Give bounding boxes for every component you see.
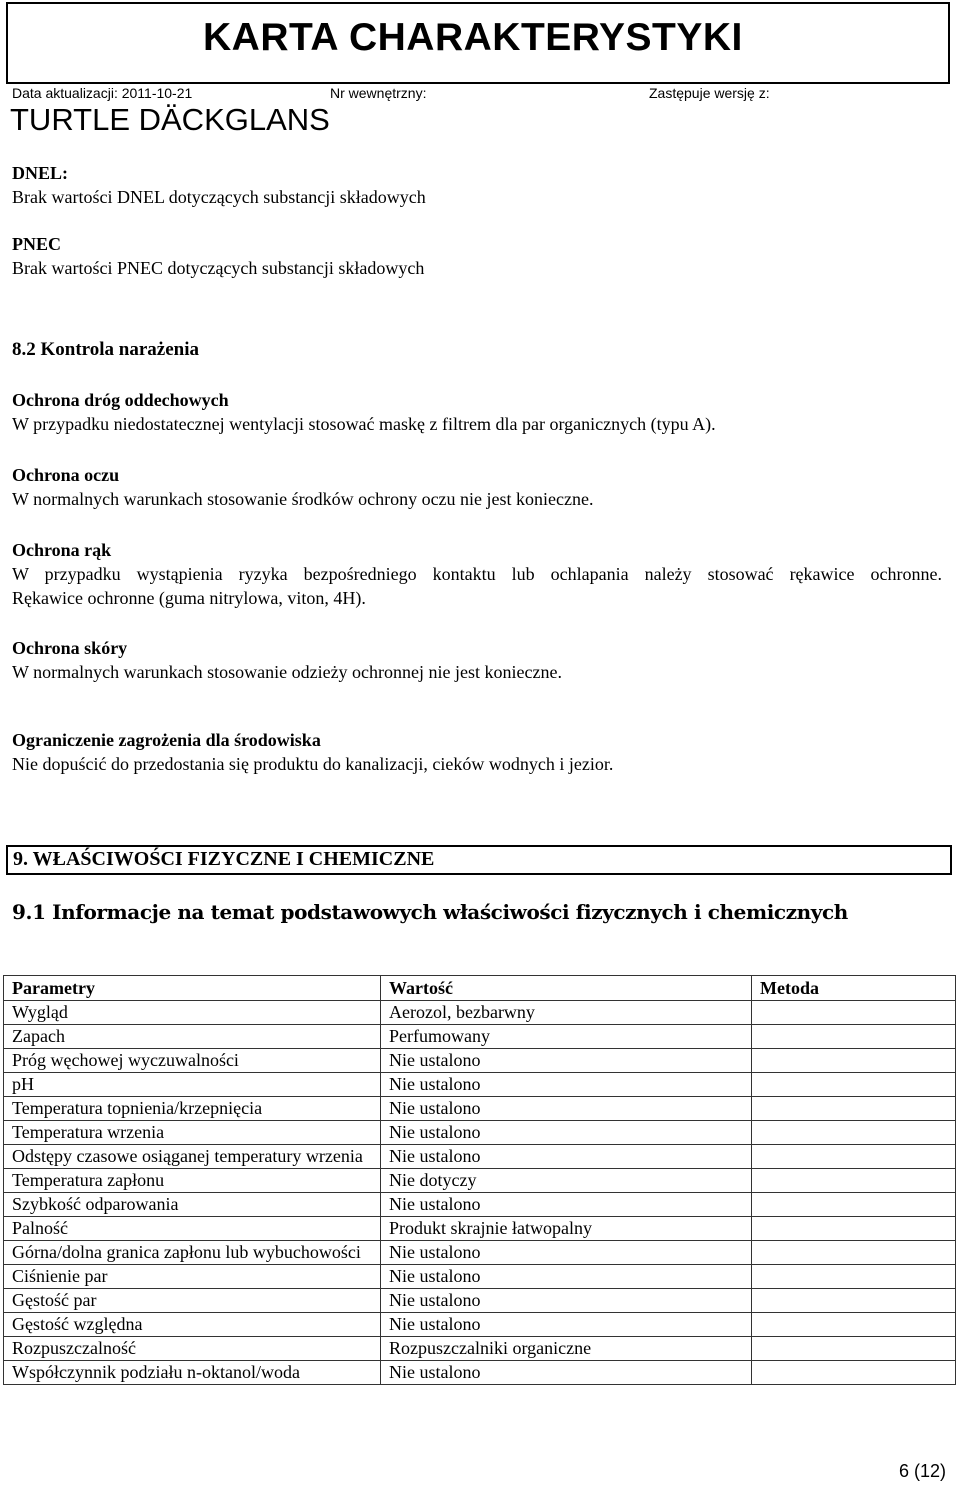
value-cell: Nie ustalono: [381, 1097, 752, 1121]
parameter-cell: Temperatura wrzenia: [4, 1121, 381, 1145]
table-row: [4, 1145, 956, 1169]
update-date: Data aktualizacji: 2011-10-21: [12, 85, 193, 101]
value-cell: Nie ustalono: [381, 1193, 752, 1217]
method-cell: [752, 1241, 956, 1265]
parameter-cell: Górna/dolna granica zapłonu lub wybuchowości: [4, 1241, 381, 1265]
table-row: [4, 1193, 956, 1217]
table-row: [4, 1361, 956, 1385]
physical-properties-table: [3, 975, 956, 1385]
parameter-cell: Odstępy czasowe osiąganej temperatury wrzenia: [4, 1145, 381, 1169]
dnel-heading: DNEL:: [12, 163, 69, 183]
value-cell: Nie ustalono: [381, 1313, 752, 1337]
environment-text: Nie dopuścić do przedostania się produktu do kanalizacji, cieków wodnych i jezior.: [12, 754, 614, 774]
method-cell: [752, 1361, 956, 1385]
eye-protection-text: W normalnych warunkach stosowanie środków ochrony oczu nie jest konieczne.: [12, 489, 594, 509]
skin-protection-text: W normalnych warunkach stosowanie odzieży ochronnej nie jest konieczne.: [12, 662, 562, 682]
value-cell: Nie ustalono: [381, 1289, 752, 1313]
value-cell: Produkt skrajnie łatwopalny: [381, 1217, 752, 1241]
parameter-cell: Współczynnik podziału n-oktanol/woda: [4, 1361, 381, 1385]
parameter-cell: Rozpuszczalność: [4, 1337, 381, 1361]
table-row: [4, 1217, 956, 1241]
value-cell: Nie ustalono: [381, 1049, 752, 1073]
value-cell: Rozpuszczalniki organiczne: [381, 1337, 752, 1361]
hand-protection-heading: Ochrona rąk: [12, 540, 112, 560]
method-cell: [752, 1265, 956, 1289]
dnel-text: Brak wartości DNEL dotyczących substancji składowych: [12, 187, 426, 207]
skin-protection-heading: Ochrona skóry: [12, 638, 128, 658]
parameter-cell: Zapach: [4, 1025, 381, 1049]
respiratory-heading: Ochrona dróg oddechowych: [12, 390, 229, 410]
table-row: [4, 1289, 956, 1313]
value-cell: Aerozol, bezbarwny: [381, 1001, 752, 1025]
internal-number-label: Nr wewnętrzny:: [330, 85, 427, 101]
section-9-1-heading: 9.1 Informacje na temat podstawowych właściwości fizycznych i chemicznych: [12, 900, 848, 924]
table-row: [4, 1097, 956, 1121]
method-cell: [752, 1217, 956, 1241]
table-row: [4, 1049, 956, 1073]
method-cell: [752, 1121, 956, 1145]
parameter-cell: Palność: [4, 1217, 381, 1241]
table-row: [4, 1001, 956, 1025]
parameter-cell: Ciśnienie par: [4, 1265, 381, 1289]
value-cell: Nie ustalono: [381, 1121, 752, 1145]
pnec-heading: PNEC: [12, 234, 61, 254]
page-number: 6 (12): [898, 1461, 946, 1481]
respiratory-text: W przypadku niedostatecznej wentylacji stosować maskę z filtrem dla par organicznych (typu A).: [12, 414, 716, 434]
value-cell: Nie ustalono: [381, 1073, 752, 1097]
column-header-value: Wartość: [381, 976, 752, 1001]
parameter-cell: Próg węchowej wyczuwalności: [4, 1049, 381, 1073]
parameter-cell: Temperatura zapłonu: [4, 1169, 381, 1193]
table-row: [4, 1025, 956, 1049]
parameter-cell: pH: [4, 1073, 381, 1097]
method-cell: [752, 1025, 956, 1049]
parameter-cell: Szybkość odparowania: [4, 1193, 381, 1217]
section-9-heading: 9. WŁAŚCIWOŚCI FIZYCZNE I CHEMICZNE: [13, 848, 435, 870]
method-cell: [752, 1193, 956, 1217]
value-cell: Nie ustalono: [381, 1361, 752, 1385]
value-cell: Perfumowany: [381, 1025, 752, 1049]
method-cell: [752, 1001, 956, 1025]
section-9-box: [6, 845, 952, 875]
section-8-2-heading: 8.2 Kontrola narażenia: [12, 339, 200, 360]
table-row: [4, 1265, 956, 1289]
table-row: [4, 1241, 956, 1265]
method-cell: [752, 1337, 956, 1361]
method-cell: [752, 1313, 956, 1337]
hand-protection-text: W przypadku wystąpienia ryzyka bezpośredniego kontaktu lub ochlapania należy stosować rękawice ochronne.: [12, 564, 942, 584]
eye-protection-heading: Ochrona oczu: [12, 465, 120, 485]
parameter-cell: Wygląd: [4, 1001, 381, 1025]
document-title-box: [6, 2, 950, 84]
parameter-cell: Gęstość par: [4, 1289, 381, 1313]
table-body: [4, 1001, 956, 1385]
method-cell: [752, 1097, 956, 1121]
parameter-cell: Gęstość względna: [4, 1313, 381, 1337]
method-cell: [752, 1169, 956, 1193]
product-name: TURTLE DÄCKGLANS: [10, 102, 330, 137]
table-row: [4, 1313, 956, 1337]
column-header-method: Metoda: [752, 976, 956, 1001]
table-row: [4, 1121, 956, 1145]
table-row: [4, 1337, 956, 1361]
pnec-text: Brak wartości PNEC dotyczących substancji składowych: [12, 258, 425, 278]
column-header-parameters: Parametry: [4, 976, 381, 1001]
method-cell: [752, 1145, 956, 1169]
value-cell: Nie ustalono: [381, 1145, 752, 1169]
value-cell: Nie ustalono: [381, 1265, 752, 1289]
method-cell: [752, 1073, 956, 1097]
parameter-cell: Temperatura topnienia/krzepnięcia: [4, 1097, 381, 1121]
value-cell: Nie ustalono: [381, 1241, 752, 1265]
glove-material-text: Rękawice ochronne (guma nitrylowa, viton, 4H).: [12, 588, 366, 608]
value-cell: Nie dotyczy: [381, 1169, 752, 1193]
replaces-version-label: Zastępuje wersję z:: [649, 85, 770, 101]
method-cell: [752, 1289, 956, 1313]
document-title: KARTA CHARAKTERYSTYKI: [203, 16, 743, 59]
method-cell: [752, 1049, 956, 1073]
table-row: [4, 1169, 956, 1193]
environment-heading: Ograniczenie zagrożenia dla środowiska: [12, 730, 321, 750]
table-row: [4, 1073, 956, 1097]
table-header-row: [4, 976, 956, 1001]
